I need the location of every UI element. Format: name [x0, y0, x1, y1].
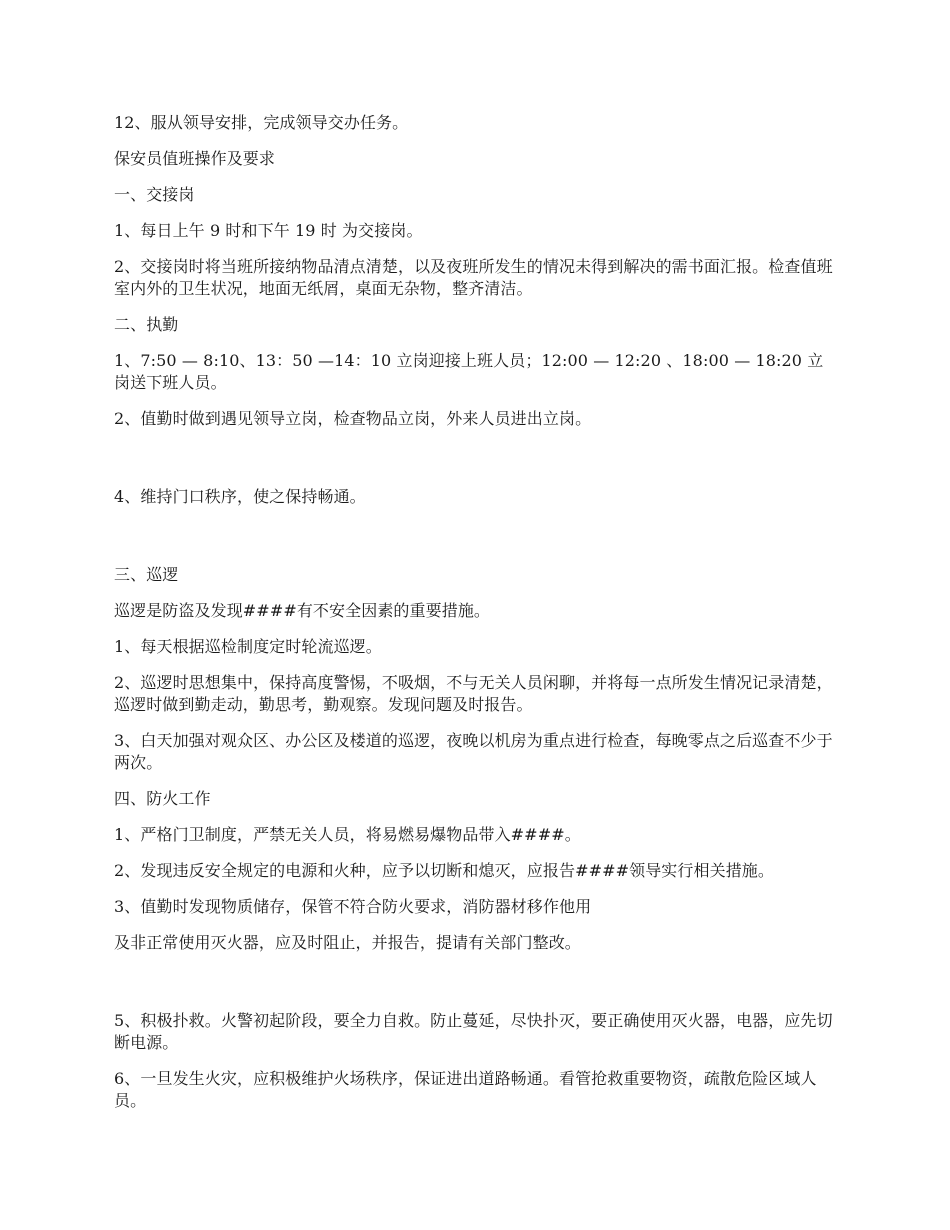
paragraph: 一、交接岗 [114, 185, 195, 204]
document-page [114, 112, 838, 1112]
paragraph-spacer [114, 134, 838, 148]
paragraph: 1、每日上午 9 时和下午 19 时 为交接岗。 [114, 221, 423, 240]
paragraph-spacer [114, 394, 838, 408]
paragraph-spacer [114, 300, 838, 314]
paragraph: 12、服从领导安排，完成领导交办任务。 [114, 113, 409, 132]
paragraph-spacer [114, 242, 838, 256]
paragraph: 巡逻是防盗及发现####有不安全因素的重要措施。 [114, 601, 491, 620]
paragraph: 及非正常使用灭火器，应及时阻止，并报告，提请有关部门整改。 [114, 933, 581, 952]
paragraph-spacer [114, 430, 838, 486]
paragraph: 2、巡逻时思想集中，保持高度警惕，不吸烟，不与无关人员闲聊，并将每一点所发生情况记录清楚，巡逻时做到勤走动，勤思考，勤观察。发现问题及时报告。 [114, 673, 833, 714]
paragraph-spacer [114, 508, 838, 564]
paragraph: 2、交接岗时将当班所接纳物品清点清楚，以及夜班所发生的情况未得到解决的需书面汇报。检查值班室内外的卫生状况，地面无纸屑，桌面无杂物，整齐清洁。 [114, 257, 833, 298]
paragraph-spacer [114, 846, 838, 860]
paragraph: 三、巡逻 [114, 565, 179, 584]
paragraph-spacer [114, 336, 838, 350]
paragraph-spacer [114, 716, 838, 730]
paragraph: 保安员值班操作及要求 [114, 149, 276, 168]
paragraph: 5、积极扑救。火警初起阶段，要全力自救。防止蔓延，尽快扑灭，要正确使用灭火器，电器，应先切断电源。 [114, 1011, 833, 1052]
paragraph: 2、发现违反安全规定的电源和火种，应予以切断和熄灭，应报告####领导实行相关措施。 [114, 861, 775, 880]
paragraph: 1、7:50 — 8:10、13：50 —14：10 立岗迎接上班人员；12:00 — 12:20 、18:00 — 18:20 立岗送下班人员。 [114, 351, 824, 392]
paragraph: 二、执勤 [114, 315, 179, 334]
paragraph: 1、每天根据巡检制度定时轮流巡逻。 [114, 637, 382, 656]
paragraph-spacer [114, 774, 838, 788]
paragraph: 4、维持门口秩序，使之保持畅通。 [114, 487, 366, 506]
paragraph: 3、白天加强对观众区、办公区及楼道的巡逻，夜晚以机房为重点进行检查，每晚零点之后巡查不少于两次。 [114, 731, 833, 772]
paragraph-spacer [114, 810, 838, 824]
paragraph: 6、一旦发生火灾，应积极维护火场秩序，保证进出道路畅通。看管抢救重要物资，疏散危险区域人员。 [114, 1069, 817, 1110]
paragraph: 2、值勤时做到遇见领导立岗，检查物品立岗，外来人员进出立岗。 [114, 409, 592, 428]
paragraph-spacer [114, 206, 838, 220]
paragraph-spacer [114, 658, 838, 672]
paragraph: 1、严格门卫制度，严禁无关人员，将易燃易爆物品带入####。 [114, 825, 581, 844]
paragraph: 四、防火工作 [114, 789, 211, 808]
paragraph-spacer [114, 1054, 838, 1068]
paragraph-spacer [114, 170, 838, 184]
paragraph: 3、值勤时发现物质储存，保管不符合防火要求，消防器材移作他用 [114, 897, 592, 916]
paragraph-spacer [114, 954, 838, 1010]
paragraph-spacer [114, 586, 838, 600]
paragraph-spacer [114, 622, 838, 636]
paragraph-spacer [114, 882, 838, 896]
paragraph-spacer [114, 918, 838, 932]
